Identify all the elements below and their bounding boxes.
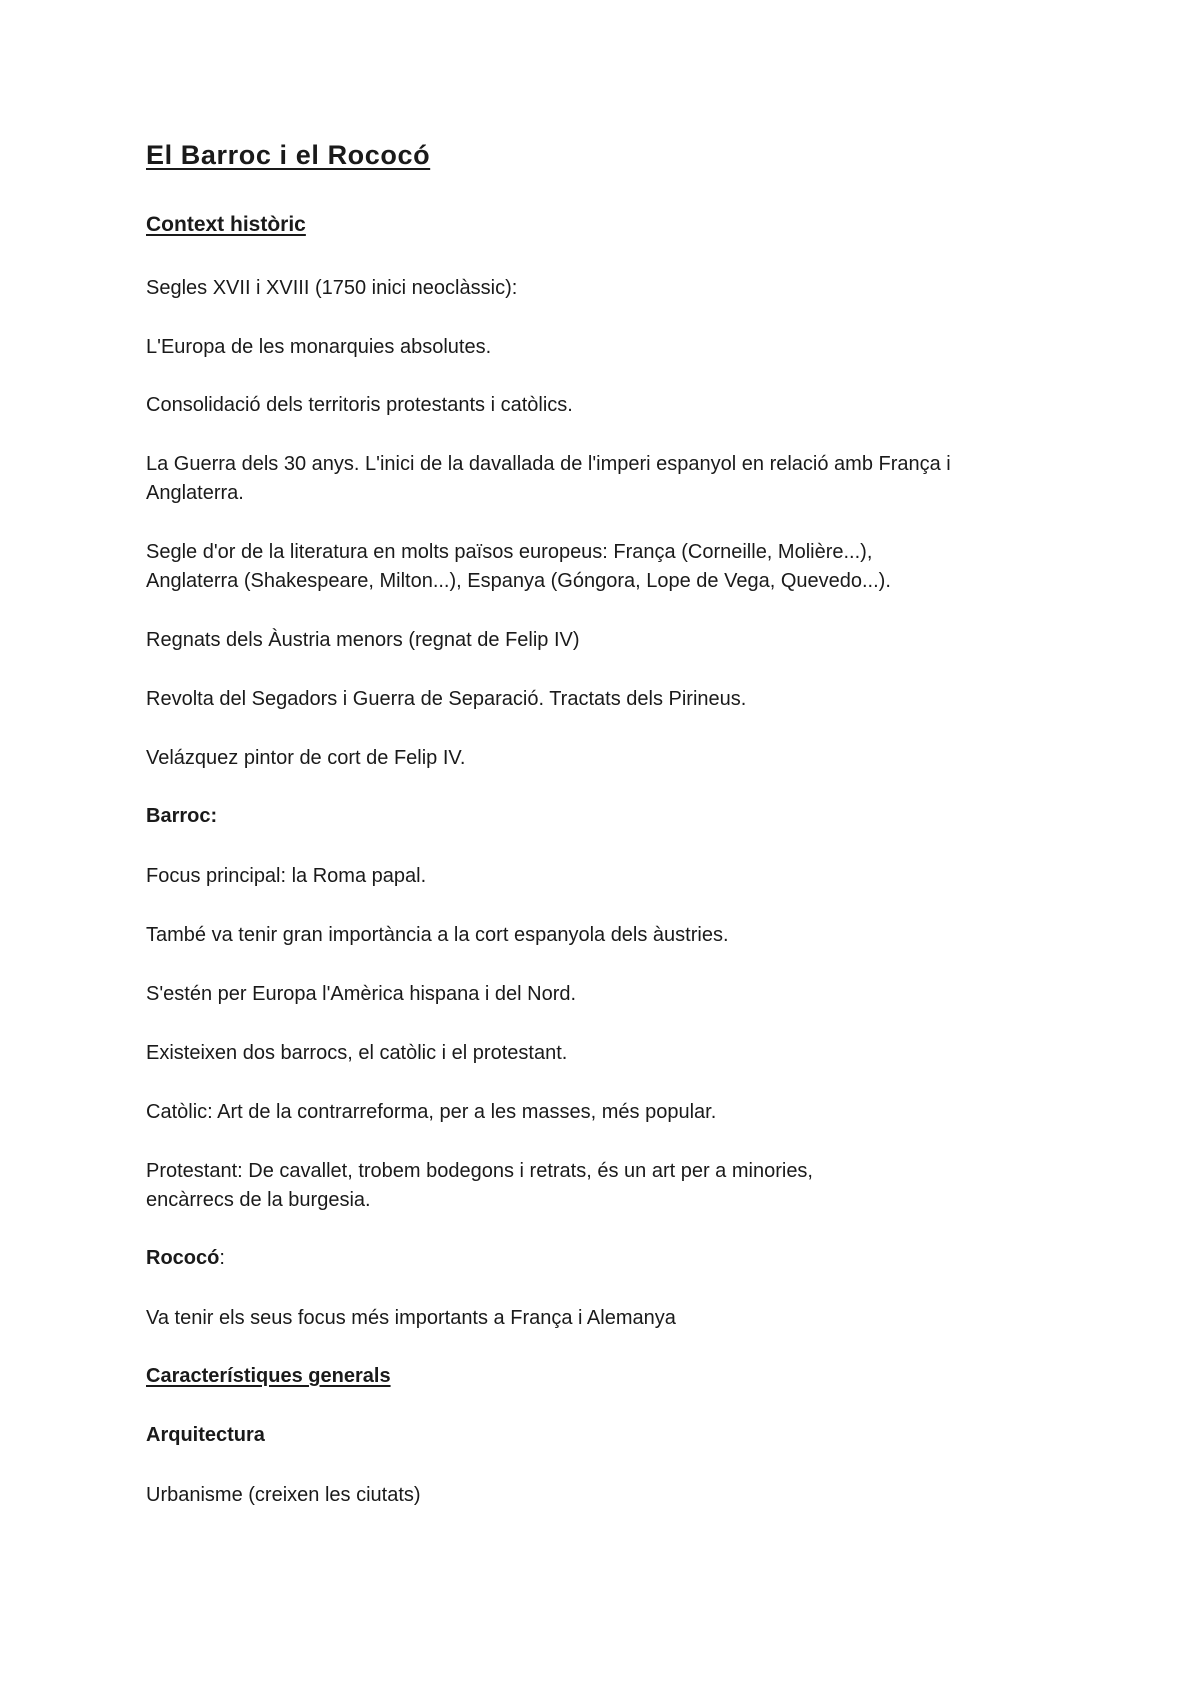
heading-rococo xyxy=(146,1247,225,1270)
heading-barroc: Barroc: xyxy=(146,805,218,827)
paragraph-focus-principal: Focus principal: la Roma papal. xyxy=(146,865,427,887)
paragraph-velazquez: Velázquez pintor de cort de Felip IV. xyxy=(146,747,466,769)
paragraph-existeixen: Existeixen dos barrocs, el catòlic i el protestant. xyxy=(146,1042,568,1064)
paragraph-urbanisme: Urbanisme (creixen les ciutats) xyxy=(146,1484,421,1506)
paragraph-s-esten: S'estén per Europa l'Amèrica hispana i del Nord. xyxy=(146,983,577,1005)
heading-context-historic: Context històric xyxy=(146,213,306,236)
paragraph-regnats: Regnats dels Àustria menors (regnat de Felip IV) xyxy=(146,629,580,651)
paragraph-revolta: Revolta del Segadors i Guerra de Separació. Tractats dels Pirineus. xyxy=(146,688,747,710)
paragraph-tambe: També va tenir gran importància a la cort espanyola dels àustries. xyxy=(146,924,729,946)
paragraph-guerra-line-1: La Guerra dels 30 anys. L'inici de la davallada de l'imperi espanyol en relació amb França i xyxy=(146,453,951,475)
paragraph-consolidacio: Consolidació dels territoris protestants i catòlics. xyxy=(146,394,573,416)
paragraph-protestant xyxy=(146,1157,1076,1215)
heading-rococo-colon: : xyxy=(219,1247,225,1269)
document-title: El Barroc i el Rococó xyxy=(146,140,431,170)
paragraph-protestant-line-2: encàrrecs de la burgesia. xyxy=(146,1189,371,1211)
heading-rococo-text: Rococó xyxy=(146,1247,220,1269)
paragraph-catolic: Catòlic: Art de la contrarreforma, per a les masses, més popular. xyxy=(146,1101,717,1123)
paragraph-guerra-line-2: Anglaterra. xyxy=(146,482,244,504)
paragraph-segles: Segles XVII i XVIII (1750 inici neoclàssic): xyxy=(146,277,518,299)
paragraph-protestant-line-1: Protestant: De cavallet, trobem bodegons i retrats, és un art per a minories, xyxy=(146,1160,813,1182)
paragraph-europa: L'Europa de les monarquies absolutes. xyxy=(146,336,492,358)
paragraph-segle-or-line-2: Anglaterra (Shakespeare, Milton...), Espanya (Góngora, Lope de Vega, Quevedo...). xyxy=(146,570,891,592)
heading-arquitectura: Arquitectura xyxy=(146,1424,265,1446)
heading-caracteristiques-generals: Característiques generals xyxy=(146,1365,391,1387)
paragraph-segle-or-line-1: Segle d'or de la literatura en molts països europeus: França (Corneille, Molière...), xyxy=(146,541,873,563)
paragraph-segle-or xyxy=(146,538,1076,596)
paragraph-rococo-focus: Va tenir els seus focus més importants a França i Alemanya xyxy=(146,1307,676,1329)
paragraph-guerra xyxy=(146,450,1076,508)
